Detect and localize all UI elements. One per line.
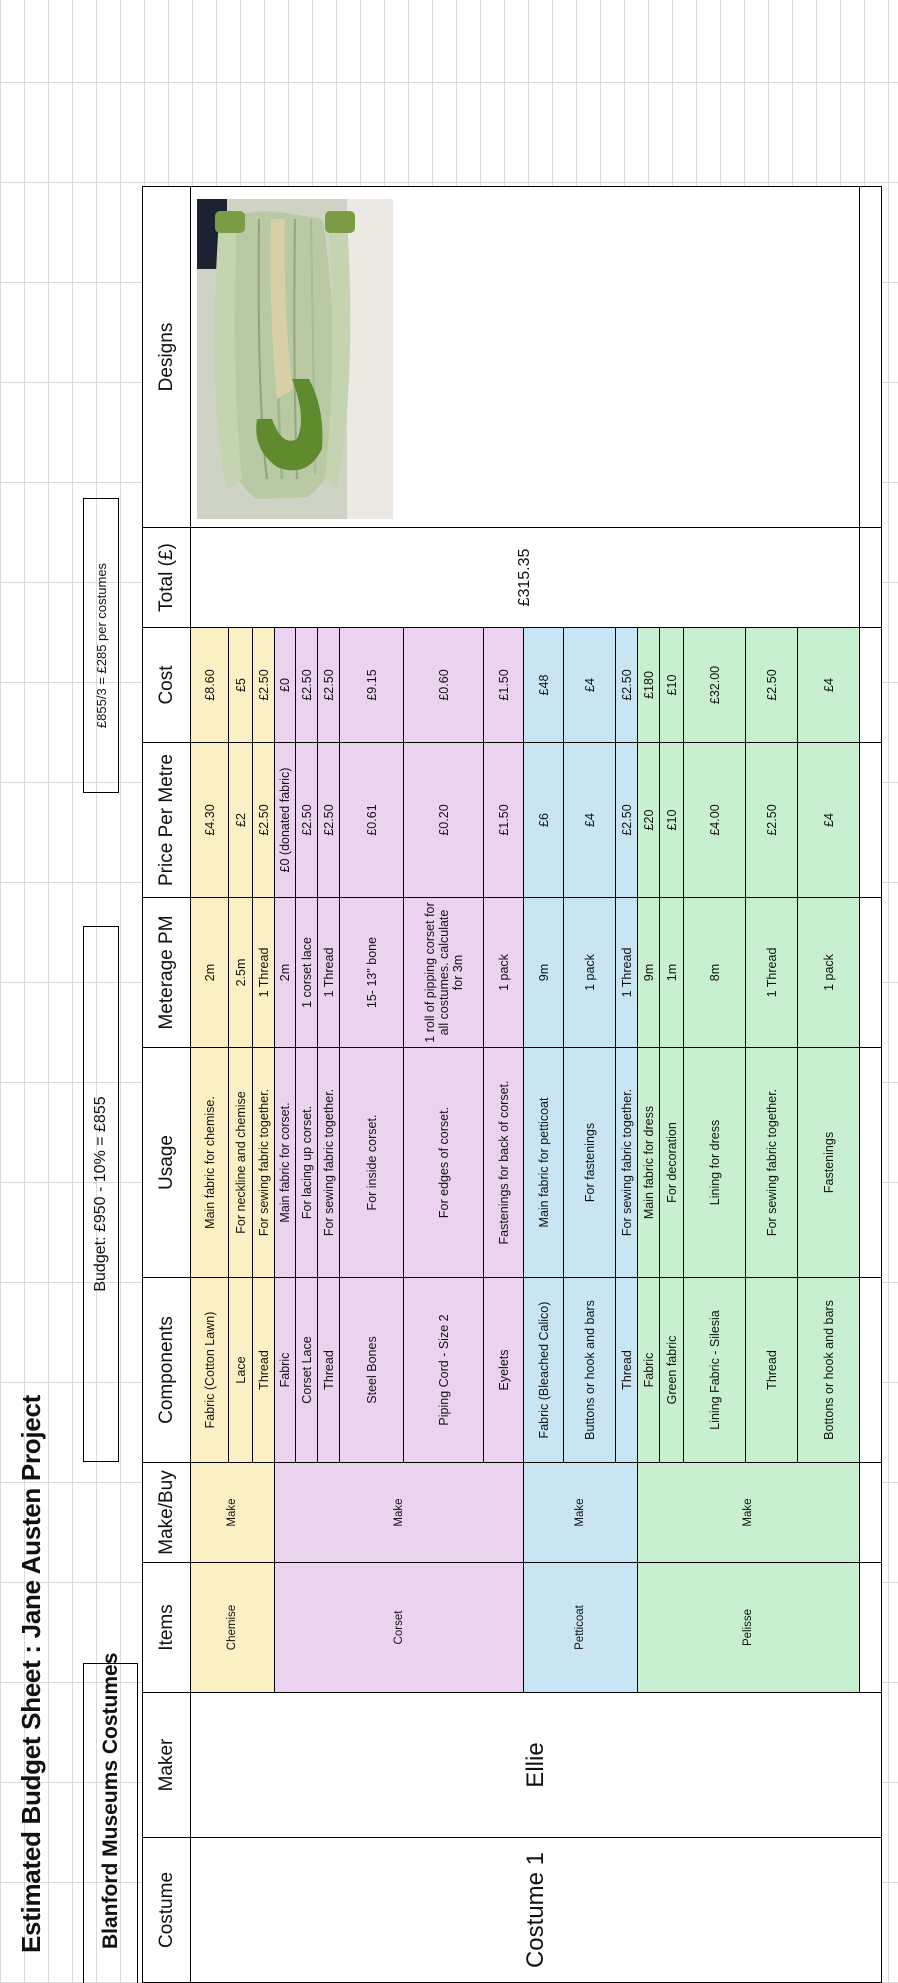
component-cell: Corset Lace [296, 1278, 318, 1463]
cost-cell: £2.50 [296, 628, 318, 743]
meterage-cell: 1 pack [484, 898, 524, 1048]
costume-name: Costume 1 [191, 1838, 882, 1983]
sheet-title: Estimated Budget Sheet : Jane Austen Project [16, 1395, 46, 1953]
price-cell: £2.50 [616, 743, 638, 898]
price-cell: £4 [798, 743, 860, 898]
cost-cell: £4 [564, 628, 616, 743]
make-buy-value: Make [275, 1463, 524, 1563]
item-name: Petticoat [524, 1563, 638, 1693]
cost-cell: £48 [524, 628, 564, 743]
price-cell: £2.50 [746, 743, 798, 898]
price-cell: £4.00 [684, 743, 746, 898]
empty-cell [860, 1278, 882, 1463]
meterage-cell: 1 Thread [318, 898, 340, 1048]
meterage-cell: 1m [660, 898, 684, 1048]
item-name: Chemise [191, 1563, 275, 1693]
usage-cell: For edges of corset. [404, 1048, 484, 1278]
cost-cell: £2.50 [318, 628, 340, 743]
price-cell: £0 (donated fabric) [275, 743, 296, 898]
header-total: Total (£) [143, 528, 191, 628]
meterage-cell: 1 pack [798, 898, 860, 1048]
item-name: Pelisse [638, 1563, 860, 1693]
component-cell: Thread [616, 1278, 638, 1463]
make-buy-value: Make [638, 1463, 860, 1563]
meterage-cell: 2m [275, 898, 296, 1048]
meterage-cell: 1 pack [564, 898, 616, 1048]
meterage-cell: 9m [524, 898, 564, 1048]
header-maker: Maker [143, 1693, 191, 1838]
price-cell: £1.50 [484, 743, 524, 898]
price-cell: £2.50 [296, 743, 318, 898]
header-usage: Usage [143, 1048, 191, 1278]
cost-cell: £4 [798, 628, 860, 743]
header-make-buy: Make/Buy [143, 1463, 191, 1563]
header-costume: Costume [143, 1838, 191, 1983]
header-components: Components [143, 1278, 191, 1463]
meterage-cell: 1 corset lace [296, 898, 318, 1048]
meterage-cell: 2m [191, 898, 229, 1048]
empty-cell [860, 898, 882, 1048]
cost-cell: £2.50 [746, 628, 798, 743]
empty-cell [860, 628, 882, 743]
empty-cell [860, 1463, 882, 1563]
meterage-cell: 1 Thread [746, 898, 798, 1048]
cost-cell: £180 [638, 628, 660, 743]
component-cell: Buttons or hook and bars [564, 1278, 616, 1463]
component-cell: Green fabric [660, 1278, 684, 1463]
usage-cell: For sewing fabric together. [746, 1048, 798, 1278]
usage-cell: For inside corset. [340, 1048, 404, 1278]
component-cell: Bottons or hook and bars [798, 1278, 860, 1463]
usage-cell: For neckline and chemise [229, 1048, 253, 1278]
costume-total: £315.35 [191, 528, 860, 628]
component-cell: Eyelets [484, 1278, 524, 1463]
usage-cell: Lining for dress [684, 1048, 746, 1278]
jacket-illustration [197, 199, 393, 519]
component-cell: Thread [318, 1278, 340, 1463]
usage-cell: For sewing fabric together. [616, 1048, 638, 1278]
cost-cell: £1.50 [484, 628, 524, 743]
item-name: Corset [275, 1563, 524, 1693]
header-items: Items [143, 1563, 191, 1693]
cost-cell: £9.15 [340, 628, 404, 743]
cost-cell: £8.60 [191, 628, 229, 743]
header-cost: Cost [143, 628, 191, 743]
component-cell: Thread [746, 1278, 798, 1463]
meterage-cell: 15- 13" bone [340, 898, 404, 1048]
meterage-cell: 1 Thread [616, 898, 638, 1048]
usage-cell: Main fabric for dress [638, 1048, 660, 1278]
price-cell: £4 [564, 743, 616, 898]
price-cell: £2.50 [253, 743, 275, 898]
price-cell: £2.50 [318, 743, 340, 898]
usage-cell: Main fabric for petticoat [524, 1048, 564, 1278]
usage-cell: For sewing fabric together. [253, 1048, 275, 1278]
meterage-cell: 1 roll of pipping corset for all costumes. calculate for 3m [404, 898, 484, 1048]
cost-cell: £2.50 [253, 628, 275, 743]
table-row [191, 187, 229, 1983]
make-buy-value: Make [524, 1463, 638, 1563]
meterage-cell: 1 Thread [253, 898, 275, 1048]
component-cell: Fabric (Cotton Lawn) [191, 1278, 229, 1463]
component-cell: Fabric [638, 1278, 660, 1463]
empty-cell [860, 1563, 882, 1693]
usage-cell: For fastenings [564, 1048, 616, 1278]
meterage-cell: 8m [684, 898, 746, 1048]
usage-cell: For sewing fabric together. [318, 1048, 340, 1278]
component-cell: Steel Bones [340, 1278, 404, 1463]
design-cell [191, 187, 860, 528]
header-row [143, 187, 191, 1983]
header-designs: Designs [143, 187, 191, 528]
empty-cell [860, 1048, 882, 1278]
header-meterage: Meterage PM [143, 898, 191, 1048]
usage-cell: For decoration [660, 1048, 684, 1278]
cost-cell: £0.60 [404, 628, 484, 743]
cost-cell: £32.00 [684, 628, 746, 743]
price-cell: £4.30 [191, 743, 229, 898]
component-cell: Thread [253, 1278, 275, 1463]
component-cell: Fabric [275, 1278, 296, 1463]
price-cell: £0.61 [340, 743, 404, 898]
price-cell: £20 [638, 743, 660, 898]
price-cell: £10 [660, 743, 684, 898]
usage-cell: Fastenings [798, 1048, 860, 1278]
per-costume-note: £855/3 = £285 per costumes [83, 498, 119, 793]
price-cell: £0.20 [404, 743, 484, 898]
component-cell: Fabric (Bleached Calico) [524, 1278, 564, 1463]
component-cell: Piping Cord - Size 2 [404, 1278, 484, 1463]
price-cell: £2 [229, 743, 253, 898]
empty-cell [860, 528, 882, 628]
budget-table [142, 186, 882, 1983]
meterage-cell: 9m [638, 898, 660, 1048]
price-cell: £6 [524, 743, 564, 898]
usage-cell: Main fabric for chemise. [191, 1048, 229, 1278]
budget-note: Budget: £950 - 10% = £855 [83, 926, 119, 1462]
component-cell: Lace [229, 1278, 253, 1463]
meterage-cell: 2.5m [229, 898, 253, 1048]
empty-cell [860, 187, 882, 528]
organisation-label: Blanford Museums Costumes [83, 1663, 138, 1983]
usage-cell: Fastenings for back of corset. [484, 1048, 524, 1278]
make-buy-value: Make [191, 1463, 275, 1563]
usage-cell: For lacing up corset. [296, 1048, 318, 1278]
cost-cell: £10 [660, 628, 684, 743]
header-price: Price Per Metre [143, 743, 191, 898]
usage-cell: Main fabric for corset. [275, 1048, 296, 1278]
jacket-photo [197, 199, 393, 519]
cost-cell: £2.50 [616, 628, 638, 743]
component-cell: Lining Fabric - Silesia [684, 1278, 746, 1463]
empty-cell [860, 743, 882, 898]
cost-cell: £0 [275, 628, 296, 743]
maker-name: Ellie [191, 1693, 882, 1838]
cost-cell: £5 [229, 628, 253, 743]
